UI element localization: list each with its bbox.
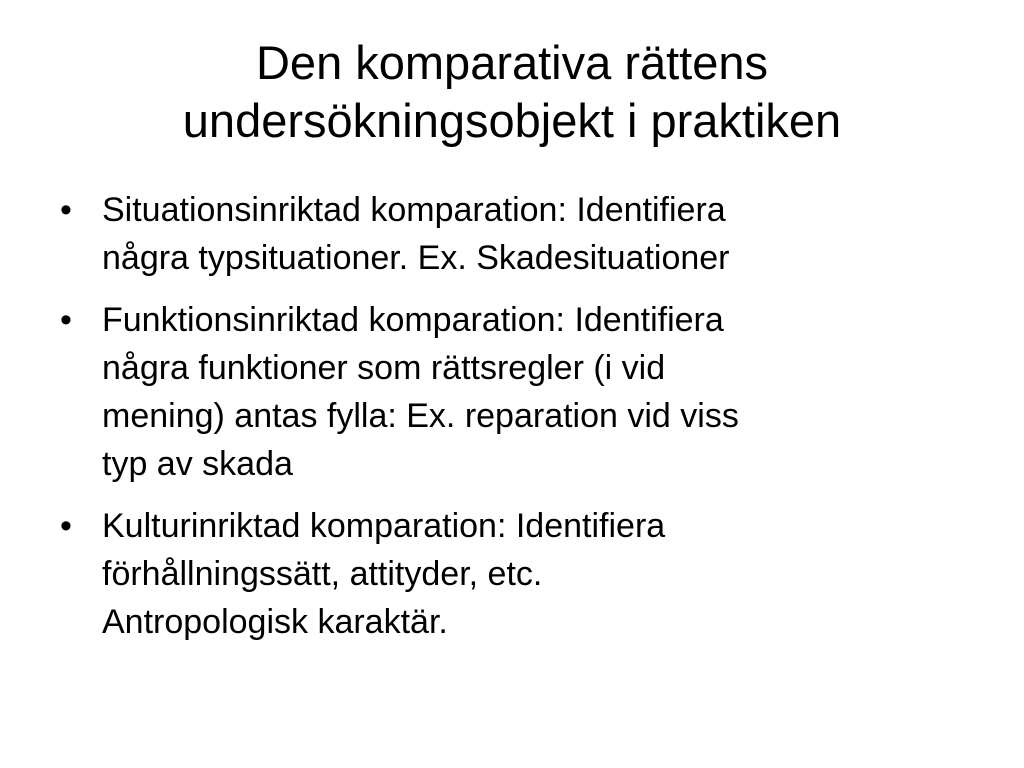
bullet-text-line: några funktioner som rättsregler (i vid	[102, 349, 666, 387]
bullet-text-line: några typsituationer. Ex. Skadesituationer	[102, 239, 730, 277]
slide-title-line-2: undersökningsobjekt i praktiken	[182, 94, 842, 147]
bullet-text-line: Funktionsinriktad komparation: Identifiera	[102, 301, 724, 339]
bullet-text-line: typ av skada	[102, 445, 293, 483]
bullet-text-line: Situationsinriktad komparation: Identifiera	[102, 191, 726, 229]
bullet-text-line: Kulturinriktad komparation: Identifiera	[102, 507, 666, 545]
bullet-item-situation	[56, 186, 986, 282]
bullet-list	[56, 186, 986, 660]
bullet-text-line: mening) antas fylla: Ex. reparation vid viss	[102, 397, 739, 435]
slide-title	[60, 34, 964, 150]
bullet-text-line: förhållningssätt, attityder, etc.	[102, 555, 543, 593]
bullet-point-icon: •	[60, 507, 72, 545]
bullet-text-line: Antropologisk karaktär.	[102, 603, 448, 641]
bullet-point-icon: •	[60, 301, 72, 339]
bullet-point-icon: •	[60, 191, 72, 229]
bullet-item-culture	[56, 502, 986, 646]
slide-title-line-1: Den komparativa rättens	[255, 36, 769, 89]
bullet-item-function	[56, 296, 986, 488]
